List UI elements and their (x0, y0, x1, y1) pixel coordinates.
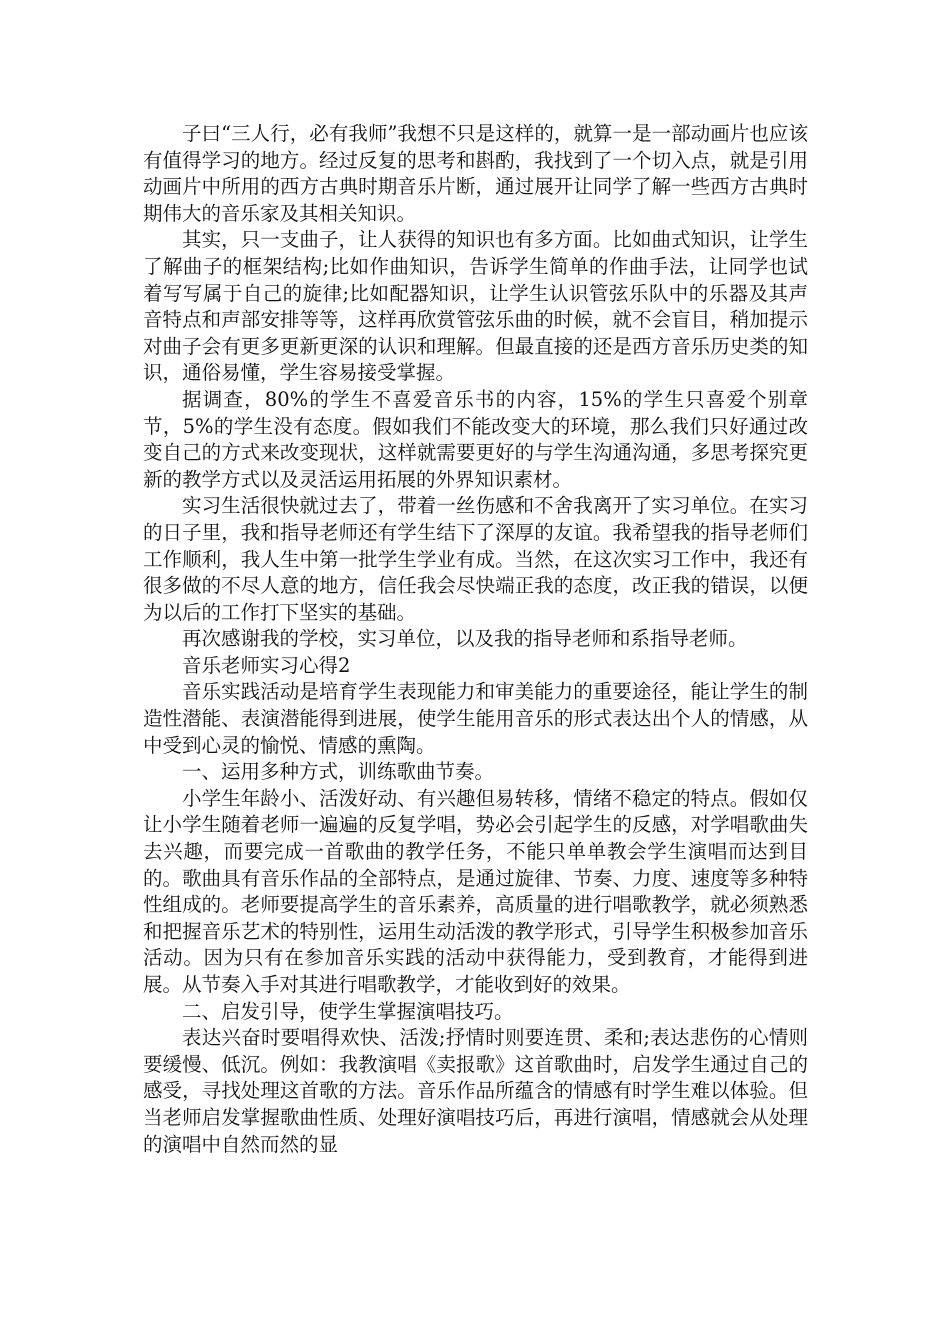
subheading-1: 一、运用多种方式，训练歌曲节奏。 (182, 760, 495, 784)
paragraph-7: 小学生年龄小、活泼好动、有兴趣但易转移，情绪不稳定的特点。假如仅让小学生随着老师一遍遍的反复学唱，势必会引起学生的反感，对学唱歌曲失去兴趣，而要完成一首歌曲的教学任务，不能只单单教会学生演唱而达到目的。歌曲具有音乐作品的全部特点，是通过旋律、节奏、力度、速度等多种特性组成的。老师要提高学生的音乐素养，高质量的进行唱歌教学，就必须熟悉和把握音乐艺术的特别性，运用生动活泼的教学形式，引导学生积极参加音乐活动。因为只有在参加音乐实践的活动中获得能力，受到教育，才能得到进展。从节奏入手对其进行唱歌教学，才能收到好的效果。 (143, 786, 808, 996)
paragraph-4: 实习生活很快就过去了，带着一丝伤感和不舍我离开了实习单位。在实习的日子里，我和指导老师还有学生结下了深厚的友谊。我希望我的指导老师们工作顺利，我人生中第一批学生学业有成。当然，在这次实习工作中，我还有很多做的不尽人意的地方，信任我会尽快端正我的态度，改正我的错误，以便为以后的工作打下坚实的基础。 (143, 494, 808, 624)
document-body (143, 121, 808, 1158)
paragraph-8: 表达兴奋时要唱得欢快、活泼;抒情时则要连贯、柔和;表达悲伤的心情则要缓慢、低沉。例如：我教演唱《卖报歌》这首歌曲时，启发学生通过自己的感受，寻找处理这首歌的方法。音乐作品所蕴含的情感有时学生难以体验。但当老师启发掌握歌曲性质、处理好演唱技巧后，再进行演唱，情感就会从处理的演唱中自然而然的显 (143, 1026, 808, 1156)
subheading-2: 二、启发引导，使学生掌握演唱技巧。 (182, 999, 514, 1023)
paragraph-2: 其实，只一支曲子，让人获得的知识也有多方面。比如曲式知识，让学生了解曲子的框架结构;比如作曲知识，告诉学生简单的作曲手法，让同学也试着写写属于自己的旋律;比如配器知识，让学生认识管弦乐队中的乐器及其声音特点和声部安排等等，这样再欣赏管弦乐曲的时候，就不会盲目，稍加提示对曲子会有更多更新更深的认识和理解。但最直接的还是西方音乐历史类的知识，通俗易懂，学生容易接受掌握。 (143, 228, 808, 385)
paragraph-3: 据调查，80%的学生不喜爱音乐书的内容，15%的学生只喜爱个别章节，5%的学生没有态度。假如我们不能改变大的环境，那么我们只好通过改变自己的方式来改变现状，这样就需要更好的与学生沟通沟通，多思考探究更新的教学方式以及灵活运用拓展的外界知识素材。 (143, 387, 808, 491)
paragraph-1: 子曰“三人行，必有我师”我想不只是这样的，就算一是一部动画片也应该有值得学习的地方。经过反复的思考和斟酌，我找到了一个切入点，就是引用动画片中所用的西方古典时期音乐片断，通过展开让同学了解一些西方古典时期伟大的音乐家及其相关知识。 (143, 122, 808, 225)
section-title: 音乐老师实习心得2 (182, 653, 351, 677)
paragraph-5: 再次感谢我的学校，实习单位，以及我的指导老师和系指导老师。 (182, 627, 748, 651)
paragraph-6: 音乐实践活动是培育学生表现能力和审美能力的重要途径，能让学生的制造性潜能、表演潜能得到进展，使学生能用音乐的形式表达出个人的情感，从中受到心灵的愉悦、情感的熏陶。 (143, 680, 808, 757)
